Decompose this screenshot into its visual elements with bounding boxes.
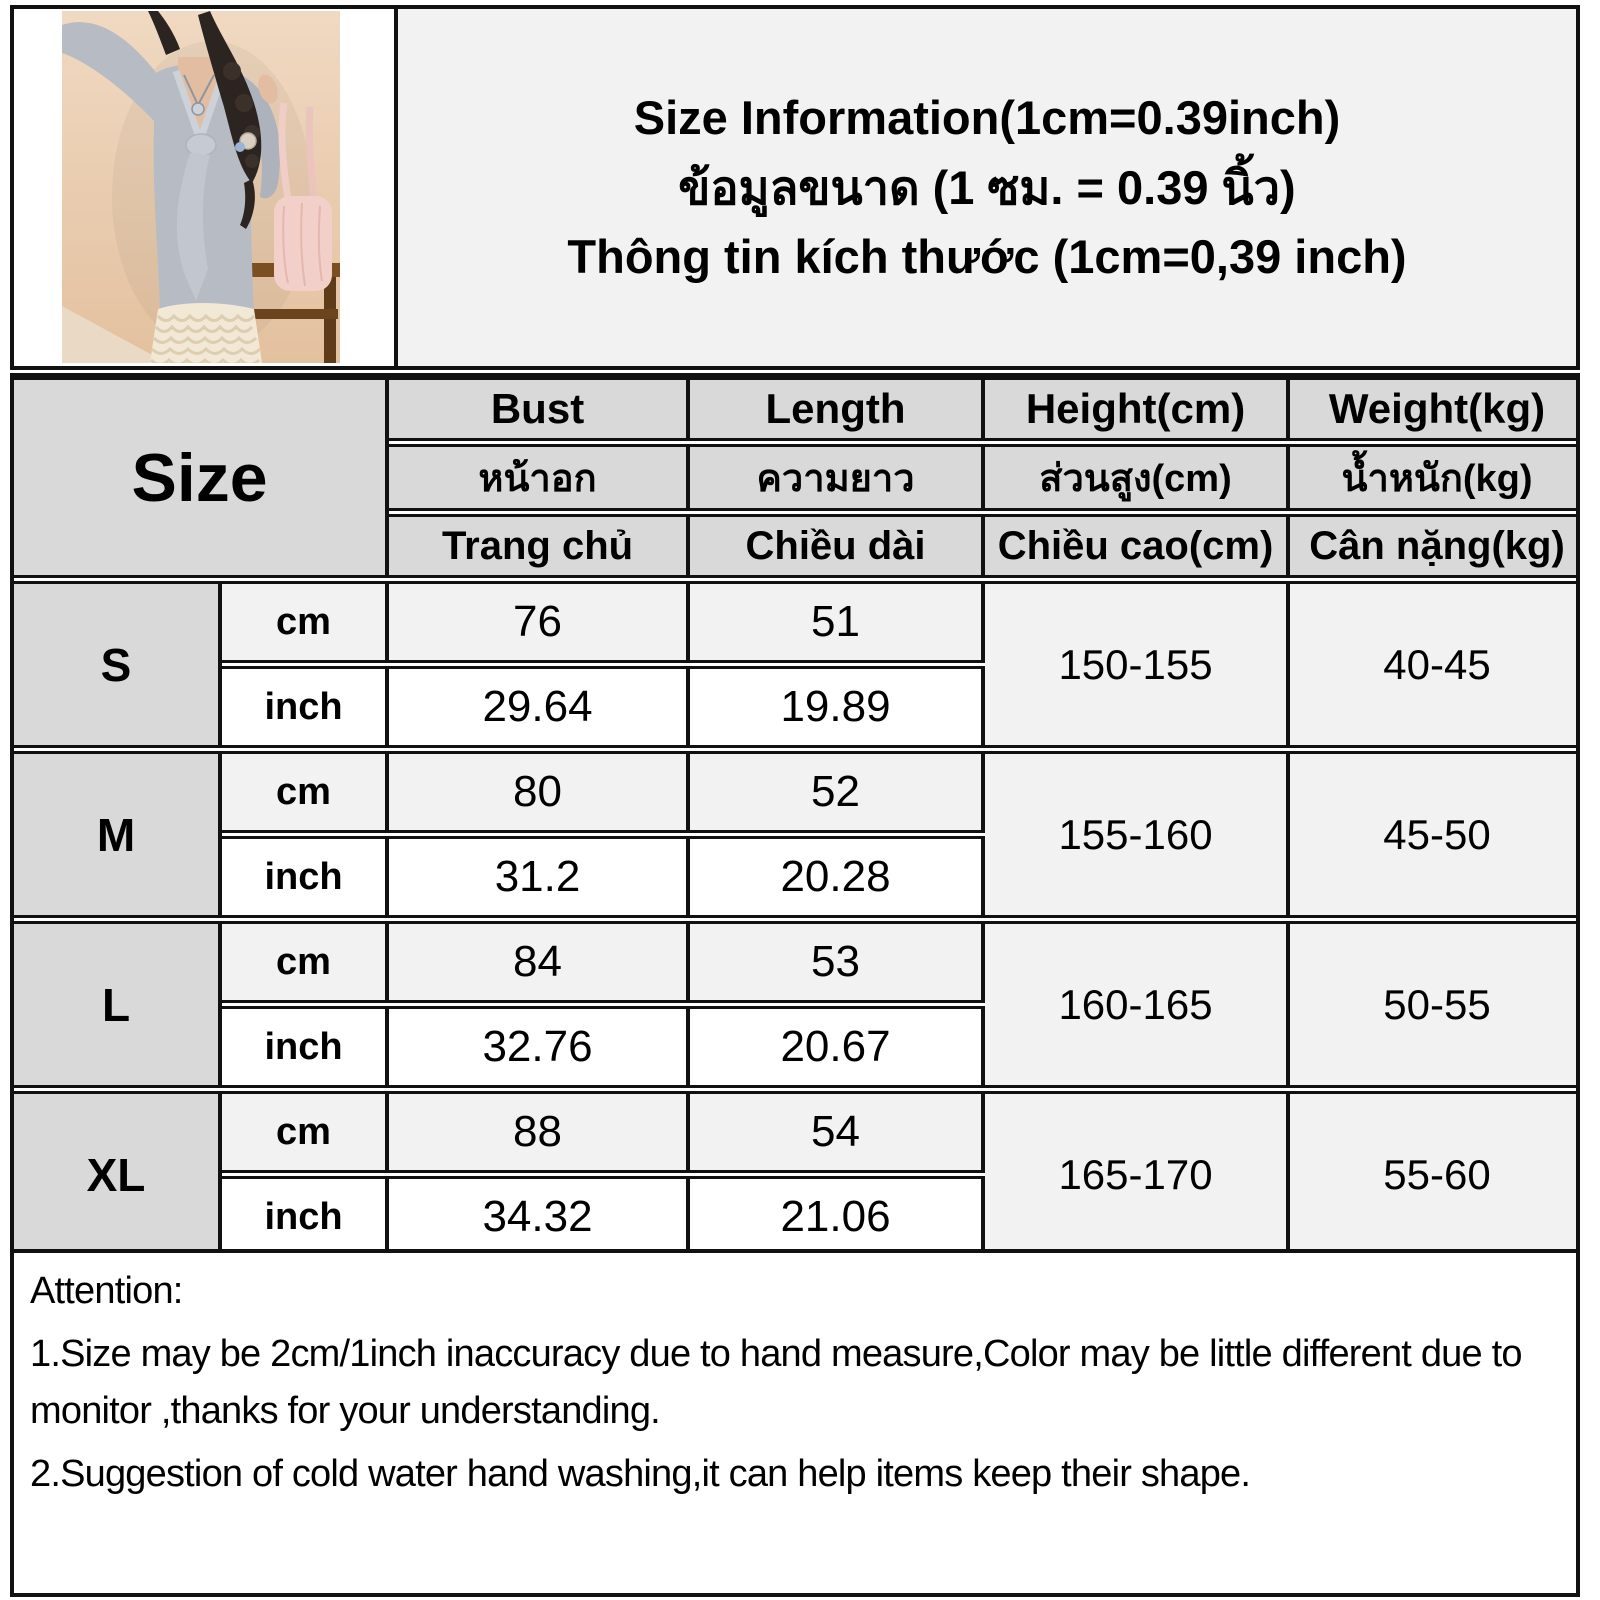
size-cell-m: M <box>14 751 222 918</box>
header-cell-weight-vi: Cân nặng(kg) <box>1290 514 1580 578</box>
header-cell-length-en: Length <box>690 377 985 441</box>
header-cell-size: Size <box>14 377 389 578</box>
attention-note-2: 2.Suggestion of cold water hand washing,it can help items keep their shape. <box>30 1453 1251 1495</box>
xl-height: 165-170 <box>985 1091 1290 1253</box>
unit-cell-inch: inch <box>222 666 389 748</box>
product-photo <box>62 11 340 363</box>
unit-cell-cm: cm <box>222 751 389 833</box>
unit-cell-cm: cm <box>222 581 389 663</box>
unit-cell-inch: inch <box>222 836 389 918</box>
l-height: 160-165 <box>985 921 1290 1088</box>
size-cell-l: L <box>14 921 222 1088</box>
m-height: 155-160 <box>985 751 1290 918</box>
header-cell-bust-en: Bust <box>389 377 690 441</box>
xl-weight: 55-60 <box>1290 1091 1580 1253</box>
header-cell-bust-th: หน้าอก <box>389 444 690 511</box>
xl-bust-inch: 34.32 <box>389 1176 690 1253</box>
header-cell-weight-th: น้ำหนัก(kg) <box>1290 444 1580 511</box>
s-bust-inch: 29.64 <box>389 666 690 748</box>
m-bust-cm: 80 <box>389 751 690 833</box>
l-length-cm: 53 <box>690 921 985 1003</box>
header-cell-bust-vi: Trang chủ <box>389 514 690 578</box>
header-cell-length-vi: Chiều dài <box>690 514 985 578</box>
size-chart-table-panel <box>10 373 1580 1253</box>
table-row-m-cm <box>14 751 1580 833</box>
table-row-l-cm <box>14 921 1580 1003</box>
unit-cell-inch: inch <box>222 1176 389 1253</box>
header-cell-weight-en: Weight(kg) <box>1290 377 1580 441</box>
l-weight: 50-55 <box>1290 921 1580 1088</box>
header-cell-height-vi: Chiều cao(cm) <box>985 514 1290 578</box>
s-height: 150-155 <box>985 581 1290 748</box>
m-bust-inch: 31.2 <box>389 836 690 918</box>
l-length-inch: 20.67 <box>690 1006 985 1088</box>
photo-scarf-knot <box>186 134 216 156</box>
product-photo-panel <box>10 5 398 370</box>
m-length-inch: 20.28 <box>690 836 985 918</box>
table-row-s-cm <box>14 581 1580 663</box>
size-cell-s: S <box>14 581 222 748</box>
table-row-xl-cm <box>14 1091 1580 1173</box>
unit-cell-inch: inch <box>222 1006 389 1088</box>
attention-heading: Attention: <box>30 1270 183 1312</box>
m-weight: 45-50 <box>1290 751 1580 918</box>
header-cell-height-th: ส่วนสูง(cm) <box>985 444 1290 511</box>
xl-bust-cm: 88 <box>389 1091 690 1173</box>
photo-ruffle-skirt <box>150 303 262 363</box>
unit-cell-cm: cm <box>222 921 389 1003</box>
attention-panel <box>10 1249 1580 1597</box>
title-vietnamese: Thông tin kích thước (1cm=0,39 inch) <box>567 230 1407 284</box>
header-cell-length-th: ความยาว <box>690 444 985 511</box>
l-bust-cm: 84 <box>389 921 690 1003</box>
l-bust-inch: 32.76 <box>389 1006 690 1088</box>
size-information-title-panel <box>394 5 1580 370</box>
s-length-inch: 19.89 <box>690 666 985 748</box>
m-length-cm: 52 <box>690 751 985 833</box>
header-cell-height-en: Height(cm) <box>985 377 1290 441</box>
size-cell-xl: XL <box>14 1091 222 1253</box>
title-thai: ข้อมูลขนาด (1 ซม. = 0.39 นิ้ว) <box>678 160 1296 214</box>
attention-note-1: 1.Size may be 2cm/1inch inaccuracy due to hand measure,Color may be little different due to monitor ,thanks for your understanding. <box>30 1333 1522 1432</box>
xl-length-cm: 54 <box>690 1091 985 1173</box>
s-bust-cm: 76 <box>389 581 690 663</box>
s-length-cm: 51 <box>690 581 985 663</box>
unit-cell-cm: cm <box>222 1091 389 1173</box>
size-chart-table <box>14 374 1580 1253</box>
s-weight: 40-45 <box>1290 581 1580 748</box>
xl-length-inch: 21.06 <box>690 1176 985 1253</box>
title-english: Size Information(1cm=0.39inch) <box>633 90 1341 144</box>
header-row-english <box>14 377 1580 441</box>
